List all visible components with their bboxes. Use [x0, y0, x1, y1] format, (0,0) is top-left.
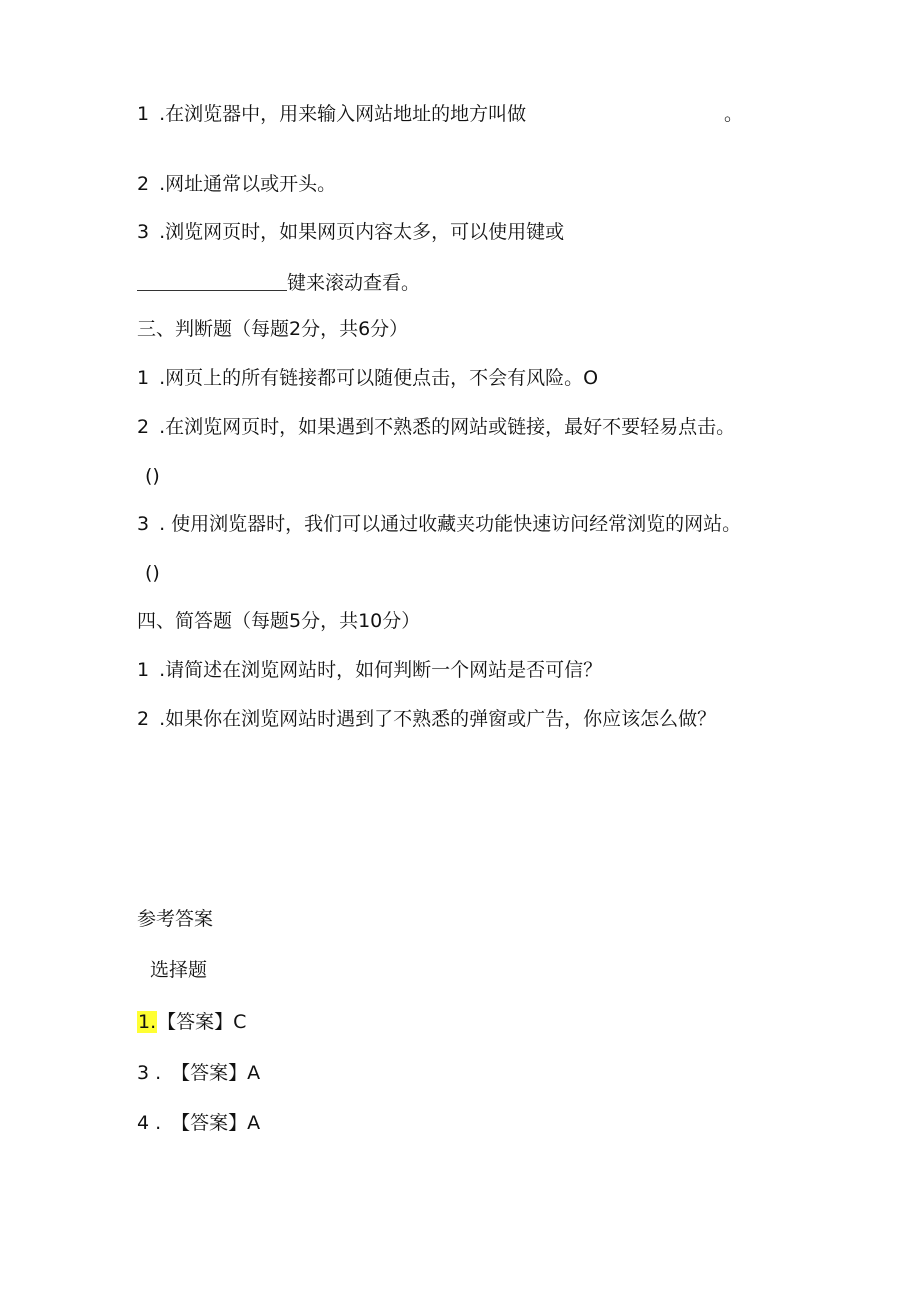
question-text: . 使用浏览器时，我们可以通过收藏夹功能快速访问经常浏览的网站。 — [159, 513, 742, 535]
judgement-question-3 — [137, 515, 741, 534]
section-title-judgement: 三、判断题（每题2分，共6分） — [137, 318, 409, 340]
judgement-answer-paren-2: () — [145, 465, 160, 487]
question-text: .网页上的所有链接都可以随便点击，不会有风险。O — [159, 367, 599, 389]
answer-text: 【答案】A — [171, 1112, 261, 1134]
answer-item-3 — [137, 1064, 260, 1083]
question-text-continued: 键来滚动查看。 — [287, 272, 421, 294]
judgement-question-2 — [137, 418, 735, 437]
short-answer-question-2 — [137, 710, 716, 729]
judgement-question-1 — [137, 369, 598, 388]
answer-blank — [137, 272, 287, 291]
question-number: 2 — [137, 708, 150, 730]
answers-subtitle: 选择题 — [150, 959, 208, 981]
question-text: .浏览网页时，如果网页内容太多，可以使用键或 — [159, 221, 565, 243]
question-number: 3 — [137, 513, 150, 535]
question-text: .在浏览网页时，如果遇到不熟悉的网站或链接，最好不要轻易点击。 — [159, 416, 736, 438]
question-number: 1 — [137, 659, 150, 681]
question-text: .在浏览器中，用来输入网站地址的地方叫做 — [159, 103, 527, 125]
answers-title: 参考答案 — [137, 908, 214, 930]
answer-item-4 — [137, 1114, 260, 1133]
answer-number: 4 . — [137, 1112, 162, 1134]
question-number: 3 — [137, 221, 150, 243]
answer-text: 【答案】A — [171, 1062, 261, 1084]
answer-number: 3 . — [137, 1062, 162, 1084]
question-number: 2 — [137, 173, 150, 195]
question-number: 2 — [137, 416, 150, 438]
question-number: 1 — [137, 367, 150, 389]
answer-number-highlighted: 1. — [138, 1011, 157, 1033]
fill-in-question-1 — [137, 105, 526, 124]
fill-in-question-3-continued — [137, 272, 420, 293]
question-text: .请简述在浏览网站时，如何判断一个网站是否可信？ — [159, 659, 603, 681]
answer-item-1 — [137, 1013, 246, 1032]
short-answer-question-1 — [137, 661, 602, 680]
question-number: 1 — [137, 103, 150, 125]
section-title-short-answer: 四、简答题（每题5分，共10分） — [137, 610, 421, 632]
fill-in-question-2 — [137, 175, 336, 194]
question-text: .网址通常以或开头。 — [159, 173, 337, 195]
question-text: .如果你在浏览网站时遇到了不熟悉的弹窗或广告，你应该怎么做？ — [159, 708, 717, 730]
fill-in-question-1-end: 。 — [724, 103, 744, 125]
fill-in-question-3 — [137, 223, 564, 242]
judgement-answer-paren-3: () — [145, 562, 160, 584]
answer-text: 【答案】C — [157, 1011, 247, 1033]
